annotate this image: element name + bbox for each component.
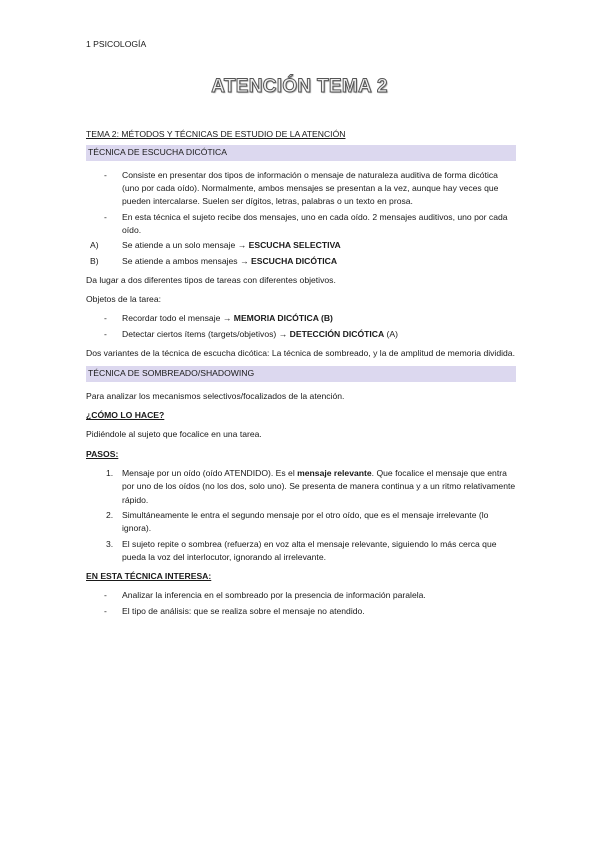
page-header: 1 PSICOLOGÍA (86, 39, 147, 49)
list-item: A) Se atiende a un solo mensaje → ESCUCHA SELECTIVA (90, 240, 341, 251)
dash-marker: - (104, 590, 107, 601)
paragraph: Dos variantes de la técnica de escucha dicótica: La técnica de sombreado, y la de amplitud de memoria dividida. (86, 348, 515, 359)
interest-list (86, 589, 516, 618)
numbered-steps-list (86, 467, 516, 564)
lettered-list (86, 239, 516, 268)
list-item: - Recordar todo el mensaje → MEMORIA DICÓTICA (B) (86, 312, 516, 325)
task-list (86, 312, 516, 341)
list-item: 3. El sujeto repite o sombrea (refuerza) en voz alta el mensaje relevante, siguiendo lo más cerca que pueda la voz del interlocutor, ignorando al irrelevante. (106, 538, 497, 562)
list-item: - Analizar la inferencia en el sombreado por la presencia de información paralela. (86, 589, 516, 602)
dash-marker: - (104, 328, 107, 339)
page-title: ATENCIÓN TEMA 2 (211, 76, 388, 97)
pasos-heading: PASOS: (86, 448, 119, 459)
list-item: 1. Mensaje por un oído (oído ATENDIDO). Es el mensaje relevante. Que focalice el mensaje que entra por uno de los oídos (no los dos, solo uno). Se presenta de manera continua y a un ritmo relativamente rápido. (106, 467, 516, 505)
list-item: - En esta técnica el sujeto recibe dos mensajes, uno en cada oído. 2 mensajes auditivos, uno por cada oído. (104, 211, 508, 235)
paragraph: Para analizar los mecanismos selectivos/focalizados de la atención. (86, 390, 345, 401)
topic-subheading: TEMA 2: MÉTODOS Y TÉCNICAS DE ESTUDIO DE LA ATENCIÓN (86, 129, 346, 139)
paragraph: Da lugar a dos diferentes tipos de tareas con diferentes objetivos. (86, 274, 336, 285)
dash-marker: - (104, 605, 107, 616)
list-item: 2. Simultáneamente le entra el segundo mensaje por el otro oído, que es el mensaje irrelevante (lo ignora). (106, 509, 489, 534)
paragraph: Objetos de la tarea: (86, 294, 162, 305)
bullet-list-definition (86, 169, 516, 238)
section-heading-sombreado: TÉCNICA DE SOMBREADO/SHADOWING (86, 366, 516, 381)
list-item: - Consiste en presentar dos tipos de información o mensaje de naturaleza auditiva de forma dicótica (uno por cada oído). Normalmente, ambos mensajes se presentan a la vez, aunque hay veces que pueden intercalarse. Suelen ser dígitos, letras, palabras o un texto en prosa. (104, 169, 499, 207)
question-heading: ¿CÓMO LO HACE? (86, 410, 165, 420)
paragraph: Pidiéndole al sujeto que focalice en una tarea. (86, 429, 262, 440)
section-heading-escucha-dicotica: TÉCNICA DE ESCUCHA DICÓTICA (86, 145, 516, 160)
dash-marker: - (104, 211, 107, 222)
document-body (86, 128, 516, 620)
list-item: - El tipo de análisis: que se realiza sobre el mensaje no atendido. (86, 605, 516, 618)
list-item: - Detectar ciertos ítems (targets/objetivos) → DETECCIÓN DICÓTICA (A) (86, 328, 516, 341)
list-item: B) Se atiende a ambos mensajes → ESCUCHA DICÓTICA (90, 255, 338, 266)
dash-marker: - (104, 313, 107, 324)
interesa-heading: EN ESTA TÉCNICA INTERESA: (86, 571, 212, 582)
dash-marker: - (104, 169, 107, 180)
